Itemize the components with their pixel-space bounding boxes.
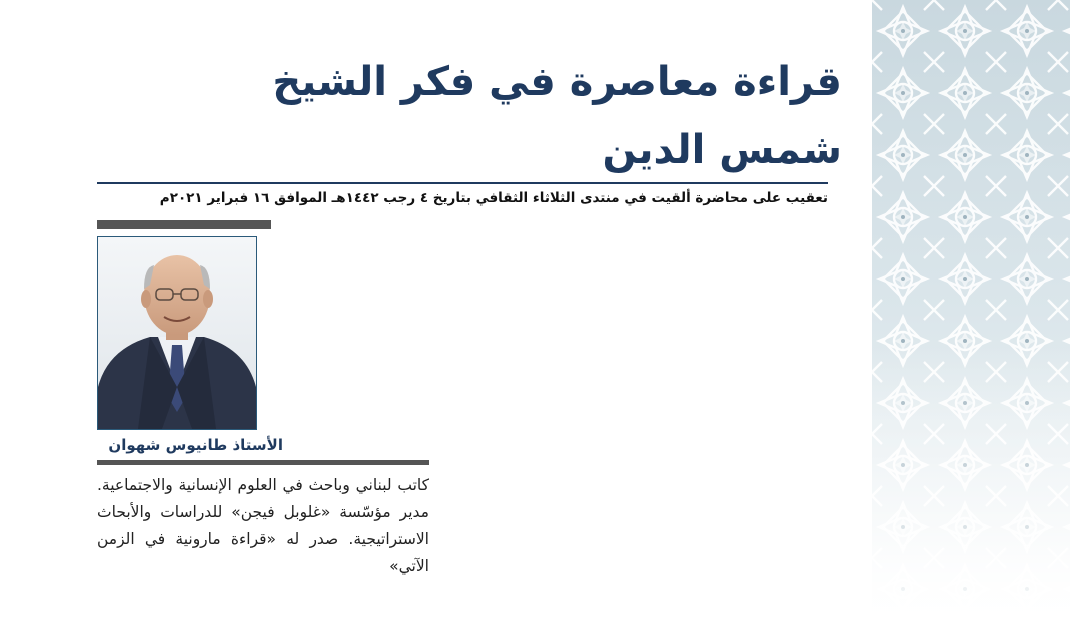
author-divider bbox=[97, 460, 429, 465]
section-bar bbox=[97, 220, 271, 229]
title-line-1: قراءة معاصرة في فكر الشيخ bbox=[272, 59, 842, 105]
author-portrait-image bbox=[98, 237, 256, 429]
decorative-pattern-panel bbox=[872, 0, 1070, 625]
author-name: الأستاذ طانيوس شهوان bbox=[108, 436, 283, 454]
title-divider bbox=[97, 182, 828, 184]
article-subtitle: تعقيب على محاضرة ألقيت في منتدى الثلاثاء الثقافي بتاريخ ٤ رجب ١٤٤٢هـ الموافق ١٦ فبراير ٢٠٢١م bbox=[159, 190, 828, 206]
article-title bbox=[242, 48, 842, 184]
title-line-2: شمس الدين bbox=[602, 127, 842, 173]
author-bio: كاتب لبناني وباحث في العلوم الإنسانية والاجتماعية. مدير مؤسّسة «غلوبل فيجن» للدراسات والأبحاث الاستراتيجية. صدر له «قراءة مارونية في الزمن الآتي» bbox=[97, 476, 429, 575]
author-photo bbox=[97, 236, 257, 430]
